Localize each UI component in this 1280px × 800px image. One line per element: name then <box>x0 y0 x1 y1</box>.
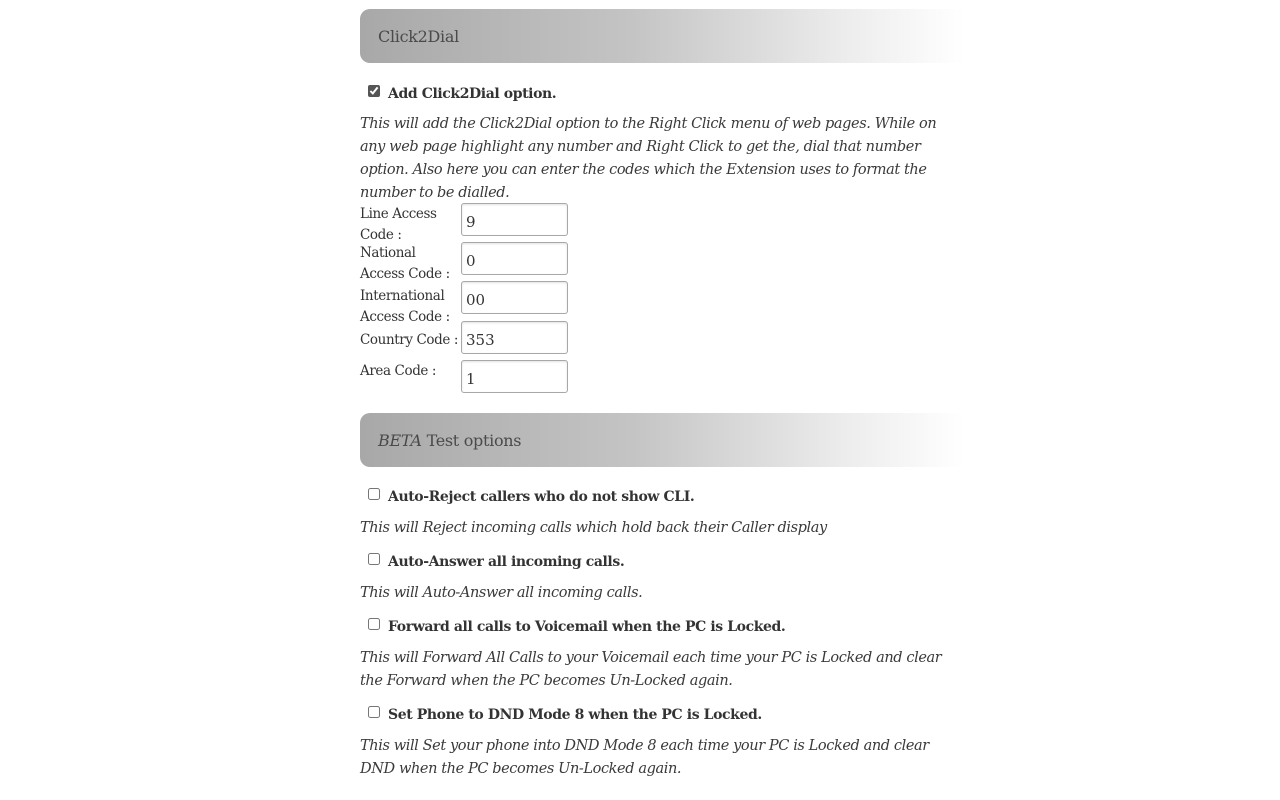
national-access-code-label: National Access Code : <box>360 245 450 282</box>
beta-header-em: BETA <box>378 430 422 450</box>
country-code-input[interactable] <box>461 321 568 354</box>
forward-voicemail-checkbox[interactable] <box>368 618 380 630</box>
dnd-mode-label: Set Phone to DND Mode 8 when the PC is Locked. <box>388 707 762 723</box>
line-access-code-input[interactable] <box>461 203 568 236</box>
click2dial-option-label: Add Click2Dial option. <box>388 86 557 102</box>
country-code-label: Country Code : <box>360 332 458 348</box>
click2dial-option-row <box>368 81 556 101</box>
auto-answer-checkbox[interactable] <box>368 553 380 565</box>
forward-voicemail-option-row <box>368 614 785 634</box>
dnd-mode-option-row <box>368 702 762 722</box>
click2dial-checkbox[interactable] <box>368 85 380 97</box>
national-access-code-input[interactable] <box>461 242 568 275</box>
click2dial-description: This will add the Click2Dial option to the Right Click menu of web pages. While on any web page highlight any number and Right Click to get the, dial that number option. Also here you can enter the codes which the Extension uses to format the number to be dialled. <box>360 116 937 201</box>
area-code-input[interactable] <box>461 360 568 393</box>
forward-voicemail-description: This will Forward All Calls to your Voicemail each time your PC is Locked and clear the Forward when the PC becomes Un-Locked again. <box>360 650 942 689</box>
dnd-mode-checkbox[interactable] <box>368 706 380 718</box>
auto-reject-description: This will Reject incoming calls which hold back their Caller display <box>360 520 827 536</box>
auto-reject-option-row <box>368 484 694 504</box>
auto-answer-label: Auto-Answer all incoming calls. <box>388 554 625 570</box>
forward-voicemail-label: Forward all calls to Voicemail when the PC is Locked. <box>388 619 786 635</box>
beta-header-title: Test options <box>426 430 522 450</box>
line-access-code-label: Line Access Code : <box>360 206 437 243</box>
auto-reject-label: Auto-Reject callers who do not show CLI. <box>388 489 695 505</box>
click2dial-header-title: Click2Dial <box>378 26 459 46</box>
auto-answer-option-row <box>368 549 624 569</box>
international-access-code-label: International Access Code : <box>360 288 450 325</box>
area-code-label: Area Code : <box>360 363 437 379</box>
click2dial-section-header <box>360 9 964 63</box>
auto-answer-description: This will Auto-Answer all incoming calls. <box>360 585 643 601</box>
international-access-code-input[interactable] <box>461 281 568 314</box>
auto-reject-checkbox[interactable] <box>368 488 380 500</box>
beta-section-header <box>360 413 964 467</box>
dnd-mode-description: This will Set your phone into DND Mode 8 each time your PC is Locked and clear DND when the PC becomes Un-Locked again. <box>360 738 929 777</box>
